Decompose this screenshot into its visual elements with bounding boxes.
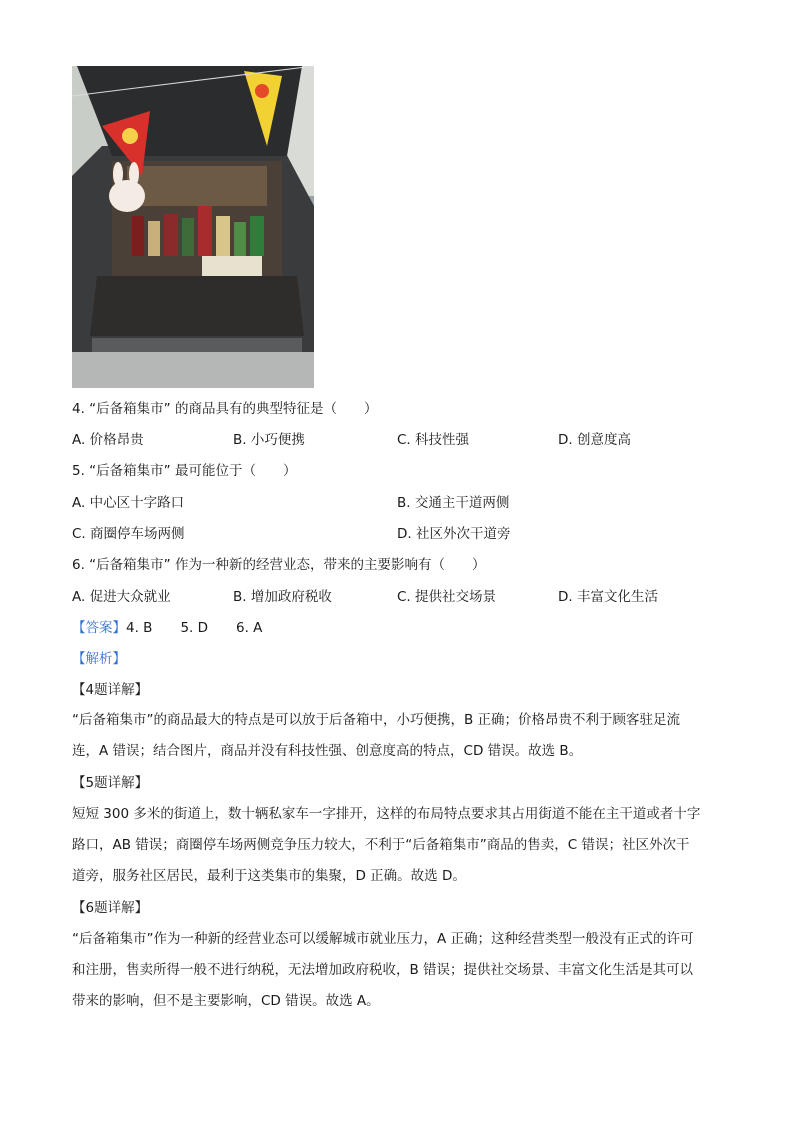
question-6-stem: 6. “后备箱集市” 作为一种新的经营业态，带来的主要影响有（ ） (72, 557, 486, 573)
question-4-stem: 4. “后备箱集市” 的商品具有的典型特征是（ ） (72, 401, 378, 417)
detail-5-title: 【5题详解】 (72, 775, 149, 791)
detail-line: 路口，AB 错误；商圈停车场两侧竞争压力较大，不利于“后备箱集市”商品的售卖，C 错误；社区外次干 (72, 837, 690, 853)
detail-6-body (72, 924, 722, 1017)
question-5-option-d: D. 社区外次干道旁 (397, 526, 511, 542)
car-trunk-market-photo (72, 66, 314, 388)
detail-4-title: 【4题详解】 (72, 682, 149, 698)
question-4-option-a: A. 价格昂贵 (72, 432, 144, 448)
answer-item: 4. B (126, 620, 153, 636)
question-6-option-b: B. 增加政府税收 (233, 589, 332, 605)
detail-6-title: 【6题详解】 (72, 900, 149, 916)
detail-line: 和注册，售卖所得一般不进行纳税，无法增加政府税收，B 错误；提供社交场景、丰富文化生活是其可以 (72, 962, 694, 978)
detail-line: “后备箱集市”作为一种新的经营业态可以缓解城市就业压力，A 正确；这种经营类型一般没有正式的许可 (72, 931, 694, 947)
answer-item: 6. A (236, 620, 263, 636)
detail-line: 道旁，服务社区居民，最利于这类集市的集聚，D 正确。故选 D。 (72, 868, 466, 884)
question-4-option-c: C. 科技性强 (397, 432, 470, 448)
analysis-label: 【解析】 (72, 651, 126, 667)
question-6-option-d: D. 丰富文化生活 (558, 589, 658, 605)
detail-line: 带来的影响，但不是主要影响，CD 错误。故选 A。 (72, 993, 380, 1009)
question-5-stem: 5. “后备箱集市” 最可能位于（ ） (72, 463, 297, 479)
detail-line: “后备箱集市”的商品最大的特点是可以放于后备箱中，小巧便携，B 正确；价格昂贵不利于顾客驻足流 (72, 712, 681, 728)
detail-line: 连，A 错误；结合图片，商品并没有科技性强、创意度高的特点，CD 错误。故选 B。 (72, 743, 583, 759)
detail-4-body (72, 705, 722, 767)
answer-line (72, 618, 262, 638)
question-5-option-c: C. 商圈停车场两侧 (72, 526, 185, 542)
detail-line: 短短 300 多米的街道上，数十辆私家车一字排开，这样的布局特点要求其占用街道不能在主干道或者十字 (72, 806, 701, 822)
detail-5-body (72, 799, 722, 892)
answer-label: 【答案】 (72, 620, 126, 636)
question-6-option-a: A. 促进大众就业 (72, 589, 171, 605)
question-5-option-a: A. 中心区十字路口 (72, 495, 185, 511)
question-5-option-b: B. 交通主干道两侧 (397, 495, 510, 511)
question-4-option-d: D. 创意度高 (558, 432, 631, 448)
question-4-option-b: B. 小巧便携 (233, 432, 305, 448)
question-6-option-c: C. 提供社交场景 (397, 589, 497, 605)
answer-item: 5. D (180, 620, 209, 636)
